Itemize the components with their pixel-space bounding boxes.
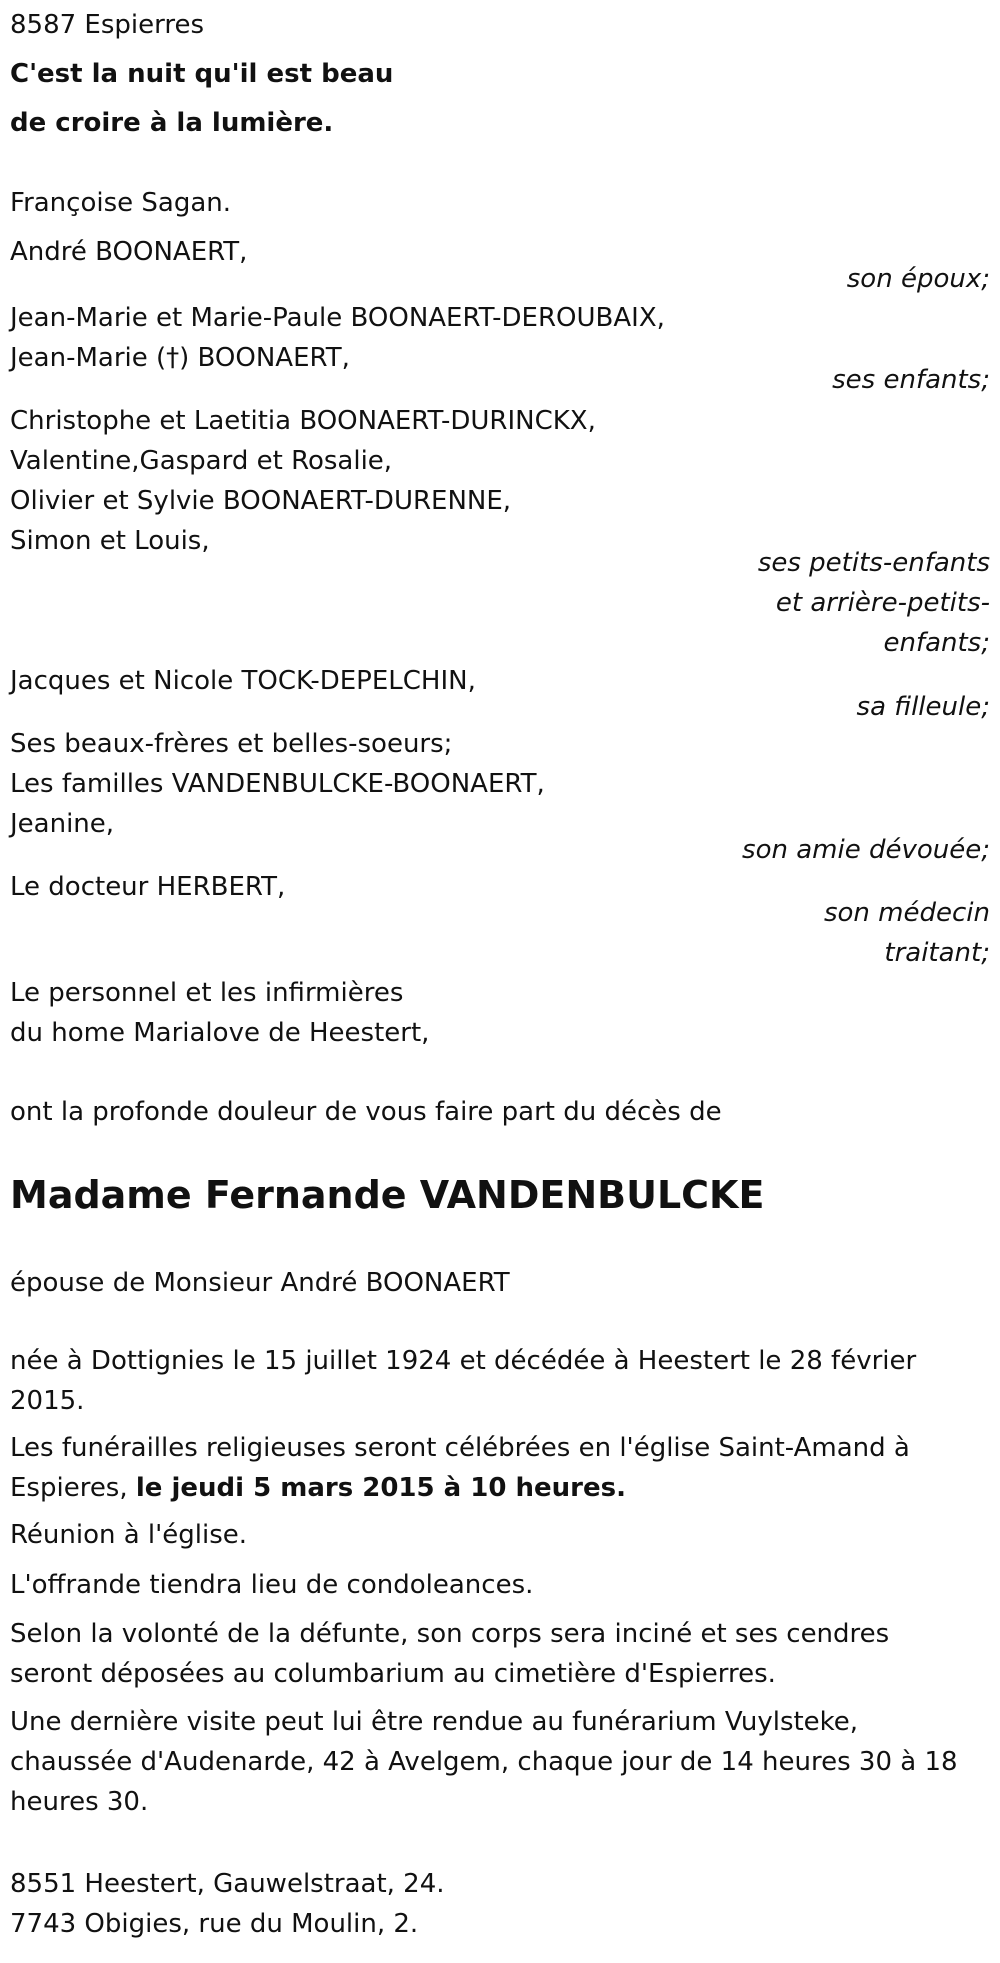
inlaws-line-1: Ses beaux-frères et belles-soeurs; (10, 729, 453, 759)
grandchildren-role-3: enfants; (883, 628, 990, 658)
quote-line-2: de croire à la lumière. (10, 108, 334, 138)
grandchildren-role-2: et arrière-petits- (775, 588, 990, 618)
deceased-name: Madame Fernande VANDENBULCKE (10, 1173, 765, 1217)
grandchildren-line-2: Valentine,Gaspard et Rosalie, (10, 446, 393, 476)
location-line: 8587 Espierres (10, 10, 205, 40)
spouse-line: épouse de Monsieur André BOONAERT (10, 1268, 510, 1298)
funeral-date: le jeudi 5 mars 2015 à 10 heures. (135, 1473, 626, 1503)
goddaughter-role: sa filleule; (856, 692, 990, 722)
grandchildren-role-1: ses petits-enfants (757, 548, 990, 578)
husband-role: son époux; (846, 264, 990, 294)
husband-name: André BOONAERT, (10, 237, 248, 267)
quote-author: Françoise Sagan. (10, 188, 232, 218)
grandchildren-line-1: Christophe et Laetitia BOONAERT-DURINCKX, (10, 406, 596, 436)
doctor-role-2: traitant; (884, 938, 990, 968)
funeral-paragraph (10, 1428, 970, 1508)
funeral-text: Les funérailles religieuses seront célébrées en l'église Saint-Amand à Espieres, (10, 1433, 910, 1503)
birth-death-text: née à Dottignies le 15 juillet 1924 et décédée à Heestert le 28 février 2015. (10, 1346, 917, 1416)
children-role: ses enfants; (832, 365, 990, 395)
address-heestert: 8551 Heestert, Gauwelstraat, 24. (10, 1869, 445, 1899)
inlaws-line-2: Les familles VANDENBULCKE-BOONAERT, (10, 769, 545, 799)
friend-name: Jeanine, (10, 809, 115, 839)
grandchildren-line-3: Olivier et Sylvie BOONAERT-DURENNE, (10, 486, 512, 516)
meeting-text: Réunion à l'église. (10, 1520, 248, 1550)
quote-line-1: C'est la nuit qu'il est beau (10, 59, 394, 89)
address-obigies: 7743 Obigies, rue du Moulin, 2. (10, 1909, 419, 1939)
intro-text: ont la profonde douleur de vous faire part du décès de (10, 1097, 722, 1127)
goddaughter-name: Jacques et Nicole TOCK-DEPELCHIN, (10, 666, 476, 696)
children-line-2: Jean-Marie (†) BOONAERT, (10, 343, 350, 373)
doctor-role-1: son médecin (823, 898, 990, 928)
grandchildren-line-4: Simon et Louis, (10, 526, 210, 556)
staff-line-2: du home Marialove de Heestert, (10, 1018, 430, 1048)
offering-text: L'offrande tiendra lieu de condoleances. (10, 1570, 534, 1600)
children-line-1: Jean-Marie et Marie-Paule BOONAERT-DEROUBAIX, (10, 303, 665, 333)
friend-role: son amie dévouée; (742, 835, 990, 865)
visit-text: Une dernière visite peut lui être rendue au funérarium Vuylsteke, chaussée d'Audenarde, 42 à Avelgem, chaque jour de 14 heures 30 à 18 heures 30. (10, 1707, 958, 1817)
doctor-name: Le docteur HERBERT, (10, 872, 286, 902)
staff-line-1: Le personnel et les infirmières (10, 978, 404, 1008)
cremation-text: Selon la volonté de la défunte, son corps sera inciné et ses cendres seront déposées au columbarium au cimetière d'Espierres. (10, 1619, 890, 1689)
